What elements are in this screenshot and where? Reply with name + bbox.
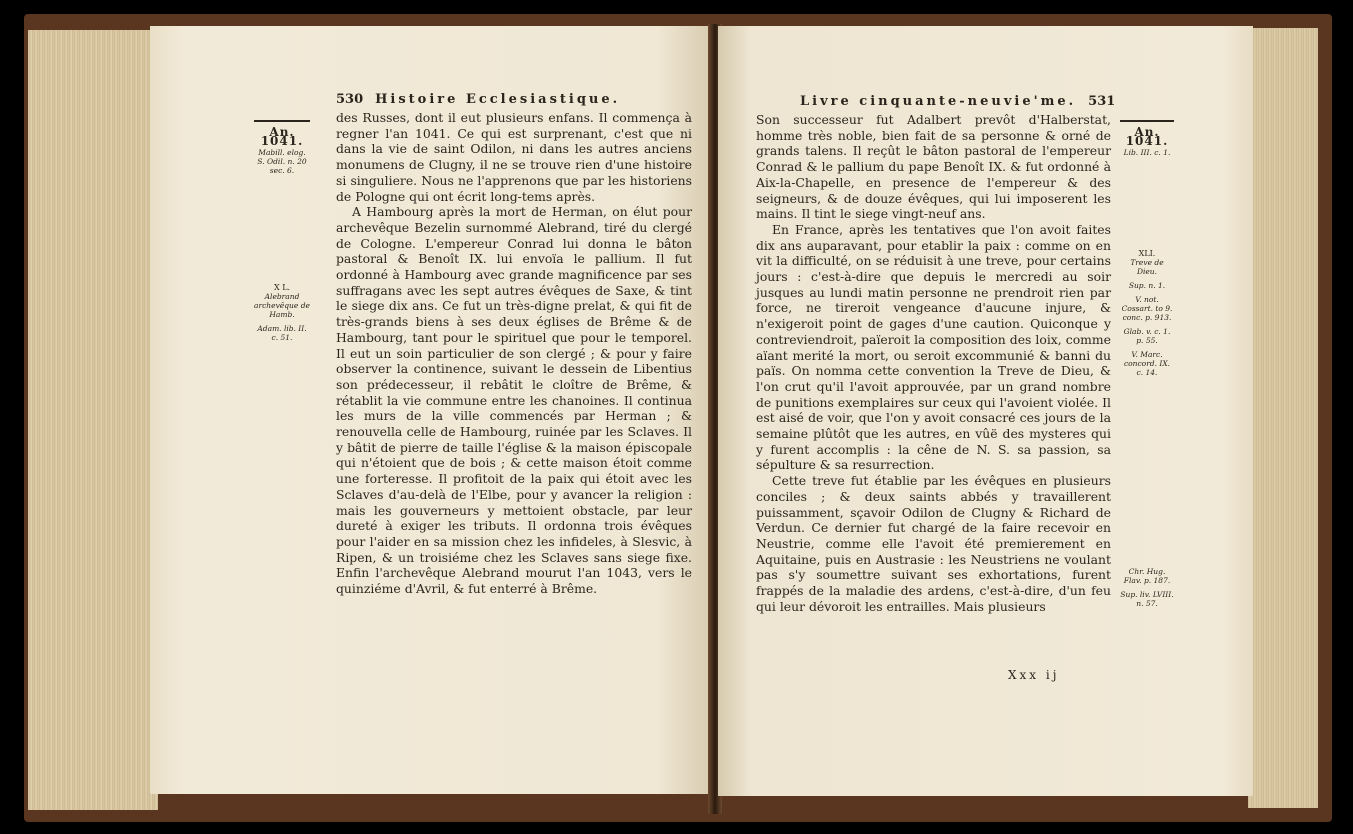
right-margin-notes xyxy=(1120,120,1174,613)
paragraph: En France, après les tentatives que l'on avoit faites dix ans auparavant, pour etablir la paix : comme on en vit la difficulté, on se réduisit à une treve, pour certains jours : c'est-à-dire que depuis le mercredi au soir jusques au lundi matin personne ne prendroit rien par force, ne tireroit vengeance d'aucune injure, & n'exigeroit point de gages d'une caution. Quiconque y contreviendroit, païeroit la composition des loix, comme aïant merité la mort, ou seroit excommunié & banni du païs. On nomma cette convention la Treve de Dieu, & l'on crut qu'il l'avoit approuvée, par un grand nombre de punitions exemplaires sur ceux qui l'avoient violée. Il est aisé de voir, que l'on y avoit consacré ces jours de la semaine plûtôt que les autres, en vûë des mysteres qui y furent accomplis : la cêne de N. S. sa passion, sa sépulture & sa resurrection. xyxy=(756,221,1111,473)
paragraph: Cette treve fut établie par les évêques en plusieurs conciles ; & deux saints abbés y travaillerent puissamment, sçavoir Odilon de Clugny & Richard de Verdun. Ce dernier fut chargé de la faire recevoir en Neustrie, comme elle l'avoit été premierement en Aquitaine, puis en Austrasie : les Neustriens ne voulant pas s'y soumettre suivant ses exhortations, furent frappés de la maladie des ardens, c'est-à-dire, d'un feu qui leur dévoroit les entrailles. Mais plusieurs xyxy=(756,473,1111,614)
left-page-number: 530 xyxy=(336,92,364,107)
page-edges-right xyxy=(1248,28,1318,808)
right-page-running-title: Livre cinquante-neuvie'me. xyxy=(800,94,1077,109)
left-margin-ref: Mabill. elog. S. Odil. n. 20 sec. 6. xyxy=(257,148,307,175)
right-margin-section-title: Treve de Dieu. xyxy=(1130,258,1164,276)
right-page-header xyxy=(800,94,1127,109)
left-margin-notes xyxy=(254,120,310,347)
left-margin-section-title: Alebrand archevêque de Hamb. xyxy=(254,292,310,319)
right-margin-ref: Glab. v. c. 1. p. 55. xyxy=(1123,327,1171,345)
left-margin-ref: Adam. lib. II. c. 51. xyxy=(257,324,307,342)
right-margin-ref: Sup. liv. LVIII. n. 57. xyxy=(1120,590,1174,608)
right-page-body xyxy=(756,112,1111,615)
right-margin-ref: Chr. Hug. Flav. p. 187. xyxy=(1123,567,1171,585)
right-margin-ref: Sup. n. 1. xyxy=(1128,281,1166,290)
paragraph: des Russes, dont il eut plusieurs enfans. Il commença à regner l'an 1041. Ce qui est surprenant, c'est que ni dans la vie de saint Odilon, ni dans les autres anciens monumens de Clugny, il ne se trouve rien d'une histoire si singuliere. Nous ne l'apprenons que par les historiens de Pologne qui ont écrit long-tems après. xyxy=(336,110,692,204)
right-page-number: 531 xyxy=(1088,94,1116,109)
paragraph: A Hambourg après la mort de Herman, on élut pour archevêque Bezelin surnommé Alebrand, tiré du clergé de Cologne. L'empereur Conrad lui donna le bâton pastoral & Benoît IX. lui envoïa le pallium. Il fut ordonné à Hambourg avec grande magnificence par ses suffragans avec les sept autres évêques de Saxe, & tint le siege dix ans. Ce fut un très-digne prelat, & qui fit de très-grands biens à ses deux églises de Brême & de Hambourg, tant pour le spirituel que pour le temporel. Il eut un soin particulier de son clergé ; & pour y faire observer la continence, suivant le dessein de Libentius son prédecesseur, il rebâtit le cloître de Brême, & rétablit la vie commune entre les chanoines. Il continua les murs de la ville commencés par Herman ; & renouvella celle de Hambourg, ruinée par les Sclaves. Il y bâtit de pierre de taille l'église & la maison épiscopale qui n'étoient que de bois ; & cette maison étoit comme une forteresse. Il profitoit de la paix qui étoit avec les Sclaves d'au-delà de l'Elbe, pour y avancer la religion : mais les gouverneurs y mettoient obstacle, par leur dureté à exiger les tributs. Il ordonna trois évêques pour l'aider en sa mission chez les infideles, à Slesvic, à Ripen, & un troisiéme chez les Sclaves sans siege fixe. Enfin l'archevêque Alebrand mourut l'an 1043, vers le quinziéme d'Avril, & fut enterré à Brême. xyxy=(336,204,692,597)
left-margin-section-number: X L. xyxy=(273,283,291,292)
left-page-running-title: Histoire Ecclesiastique. xyxy=(375,92,621,107)
left-margin-year: An. 1041. xyxy=(254,120,310,146)
right-margin-ref: V. not. Cossart. to 9. conc. p. 913. xyxy=(1121,295,1173,322)
right-margin-ref: V. Marc. concord. IX. c. 14. xyxy=(1123,350,1171,377)
left-page-body xyxy=(336,110,692,597)
paragraph: Son successeur fut Adalbert prevôt d'Halberstat, homme très noble, bien fait de sa personne & orné de grands talens. Il reçût le bâton pastoral de l'empereur Conrad & le pallium du pape Benoît IX. & fut ordonné à Aix-la-Chapelle, en presence de l'empereur & des seigneurs, & de douze évêques, qui lui imposerent les mains. Il tint le siege vingt-neuf ans. xyxy=(756,112,1111,222)
left-page-header xyxy=(336,92,620,107)
signature-mark: Xxx ij xyxy=(1008,668,1060,682)
left-page xyxy=(150,26,712,794)
right-margin-section-number: XLI. xyxy=(1138,249,1156,258)
right-page xyxy=(718,26,1253,796)
page-edges-left xyxy=(28,30,158,810)
right-margin-ref: Lib. III. c. 1. xyxy=(1123,148,1171,157)
right-margin-year: An. 1041. xyxy=(1120,120,1174,146)
